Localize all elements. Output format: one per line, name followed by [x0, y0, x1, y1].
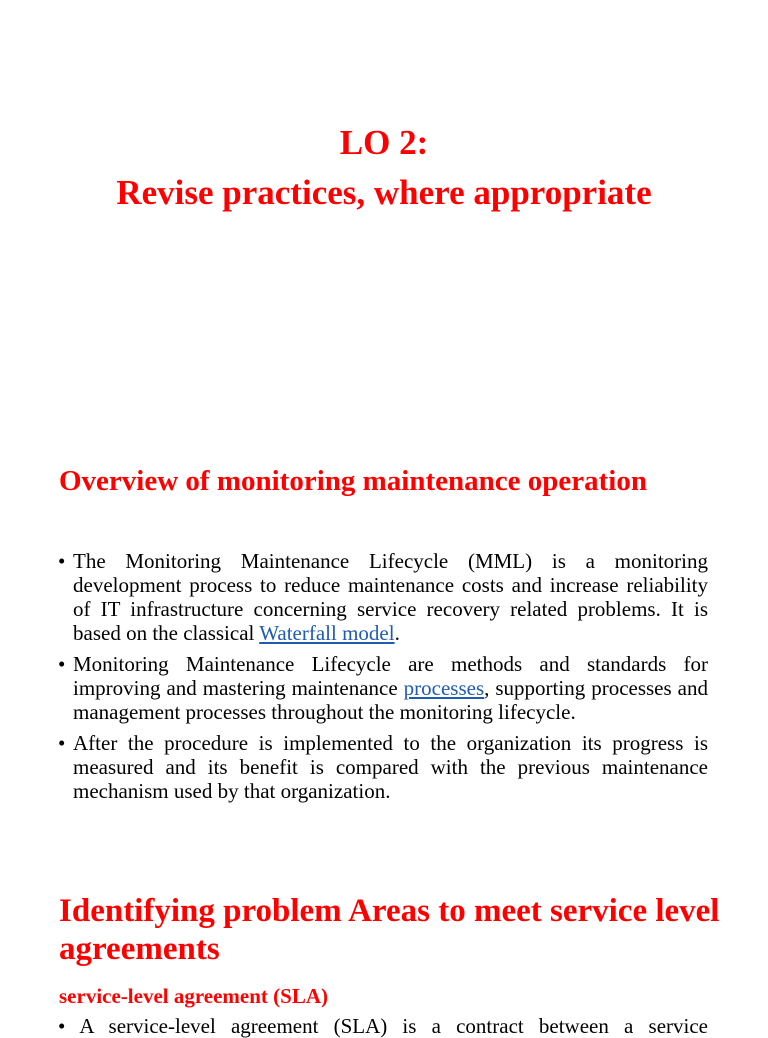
bullet-icon: •: [58, 549, 66, 573]
bullet-item-methods: [58, 652, 708, 724]
bullet-text-after: , supporting processes and management processes throughout the monitoring lifecycle.: [73, 676, 708, 724]
bullet-icon: •: [58, 652, 66, 676]
title-line-2: Revise practices, where appropriate: [116, 173, 652, 212]
bullet-item-procedure: [58, 731, 708, 803]
bullet-text-after: .: [394, 621, 400, 645]
processes-link[interactable]: processes: [403, 676, 485, 700]
overview-bullet-list: [58, 549, 708, 810]
waterfall-model-link[interactable]: Waterfall model: [259, 621, 395, 645]
sla-bullet-partial: • A service-level agreement (SLA) is a contract between a service: [58, 1014, 708, 1038]
bullet-text: Monitoring Maintenance Lifecycle are methods and standards for improving and mastering maintenance: [73, 652, 708, 700]
bullet-icon: •: [58, 731, 66, 755]
bullet-item-mml: [58, 549, 708, 645]
bullet-text: The Monitoring Maintenance Lifecycle (MML) is a monitoring development process to reduce maintenance costs and increase reliability of IT infrastructure concerning service recovery related problems. It is based on the classical: [73, 549, 708, 645]
overview-heading: Overview of monitoring maintenance operation: [59, 465, 647, 497]
identify-heading: Identifying problem Areas to meet service level agreements: [59, 893, 720, 967]
slide-title: [0, 118, 768, 218]
title-line-1: LO 2:: [339, 123, 429, 162]
sla-subheading: service-level agreement (SLA): [59, 984, 329, 1008]
bullet-text: After the procedure is implemented to the organization its progress is measured and its benefit is compared with the previous maintenance mechanism used by that organization.: [73, 731, 708, 803]
